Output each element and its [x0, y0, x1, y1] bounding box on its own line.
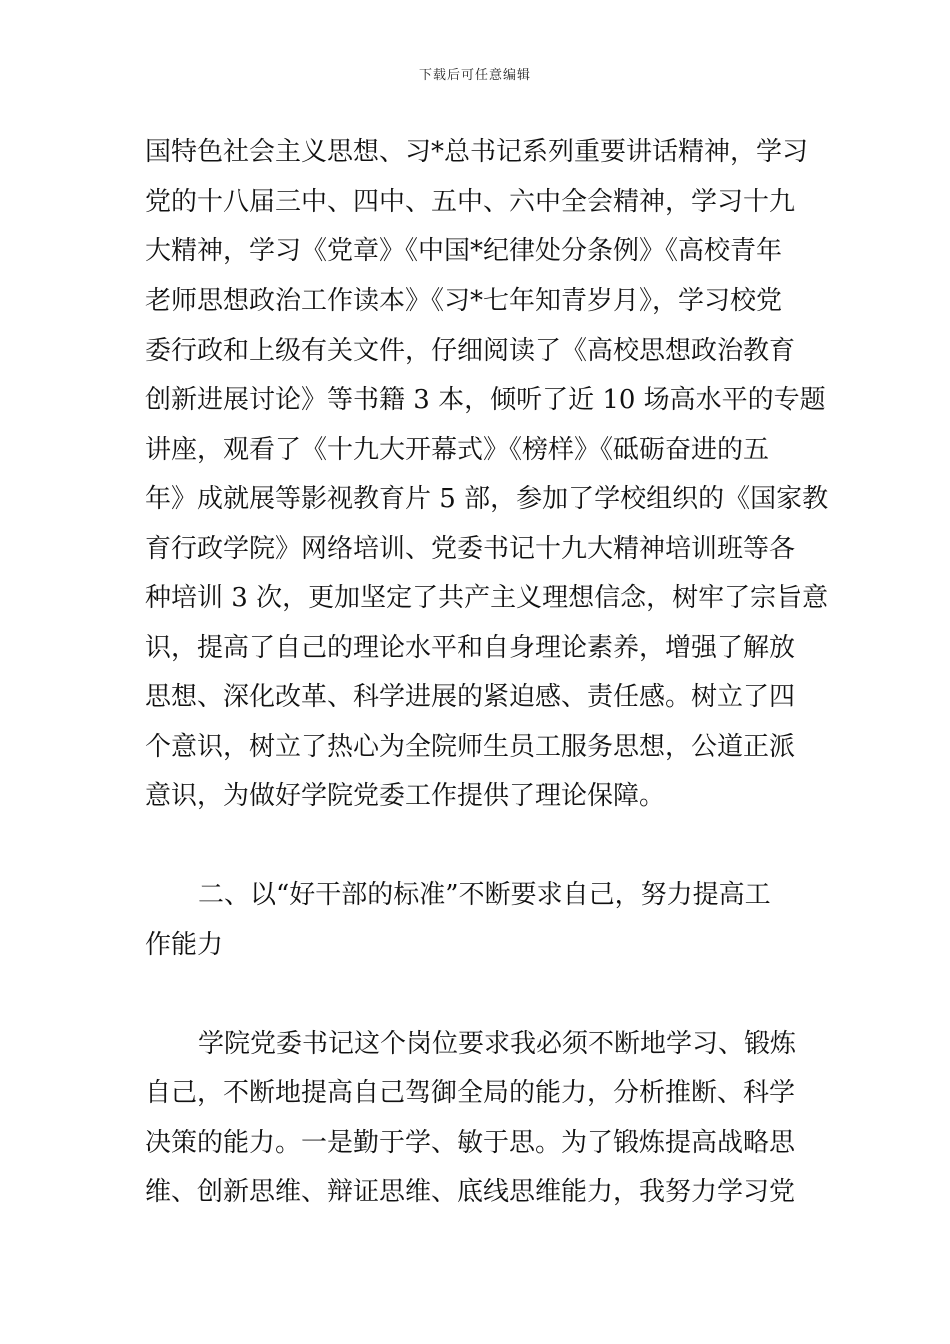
line-text: 自己，不断地提高自己驾御全局的能力，分析推断、科学 — [145, 1078, 796, 1108]
line-text: 个意识，树立了热心为全院师生员工服务思想，公道正派 — [145, 732, 796, 762]
line-text: 意识，为做好学院党委工作提供了理论保障。 — [145, 781, 666, 811]
line-text: 创新进展讨论》等书籍 3 本，倾听了近 10 场高水平的专题 — [145, 385, 826, 415]
line-text: 老师思想政治工作读本》《习*七年知青岁月》，学习校党 — [145, 286, 783, 316]
line-text: 育行政学院》网络培训、党委书记十九大精神培训班等各 — [145, 534, 796, 564]
page-header-note: 下载后可任意编辑 — [418, 68, 531, 83]
line-text: 种培训 3 次，更加坚定了共产主义理想信念，树牢了宗旨意 — [145, 583, 829, 613]
line-text: 党的十八届三中、四中、五中、六中全会精神，学习十九 — [145, 187, 796, 217]
heading-text: 作能力 — [145, 930, 224, 960]
line-text: 国特色社会主义思想、习*总书记系列重要讲话精神，学习 — [145, 137, 809, 167]
line-text: 委行政和上级有关文件，仔细阅读了《高校思想政治教育 — [145, 336, 796, 366]
line-text: 学院党委书记这个岗位要求我必须不断地学习、锻炼 — [198, 1029, 797, 1059]
line-text: 讲座，观看了《十九大开幕式》《榜样》《砥砺奋进的五 — [145, 435, 770, 465]
line-text: 决策的能力。一是勤于学、敏于思。为了锻炼提高战略思 — [145, 1128, 796, 1158]
heading-text: 二、以“好干部的标准”不断要求自己，努力提高工 — [198, 880, 771, 910]
line-text: 识，提高了自己的理论水平和自身理论素养，增强了解放 — [145, 633, 796, 663]
line-text: 思想、深化改革、科学进展的紧迫感、责任感。树立了四 — [145, 682, 796, 712]
line-text: 年》成就展等影视教育片 5 部，参加了学校组织的《国家教 — [145, 484, 829, 514]
line-text: 大精神，学习《党章》《中国*纪律处分条例》《高校青年 — [145, 236, 783, 266]
line-text: 维、创新思维、辩证思维、底线思维能力，我努力学习党 — [145, 1177, 796, 1207]
